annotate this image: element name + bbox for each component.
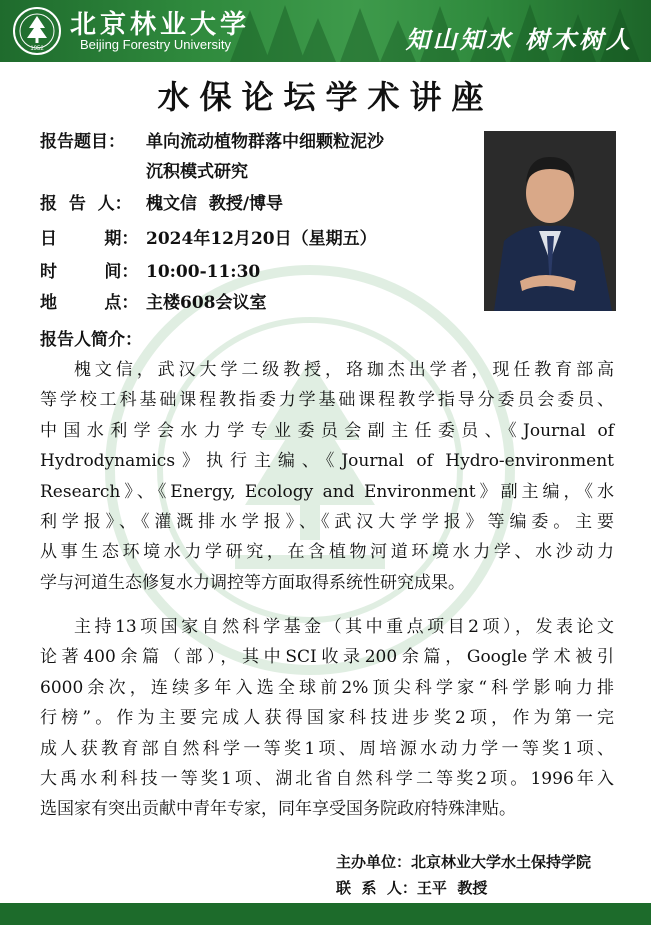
speaker-row — [40, 189, 283, 214]
bio-line: 成人获教育部自然科学一等奖1项、周培源水动力学一等奖1项、 — [40, 738, 614, 759]
bio-line: 中国水利学会水力学专业委员会副主任委员、《Journal of — [40, 420, 614, 441]
bio-line: 槐文信，武汉大学二级教授，珞珈杰出学者，现任教育部高 — [74, 360, 614, 380]
footer-bar — [0, 903, 651, 925]
place-row — [40, 288, 267, 313]
speaker-photo — [484, 131, 616, 311]
topic-value-line2: 沉积模式研究 — [146, 162, 248, 182]
time-row — [40, 257, 260, 282]
contact-label: 联 系 人： — [336, 879, 417, 897]
date-row — [40, 224, 377, 249]
header-banner — [0, 0, 651, 62]
bio-line: 学与河道生态修复水力调控等方面取得系统性研究成果。 — [40, 572, 465, 593]
bio-line: 选国家有突出贡献中青年专家，同年享受国务院政府特殊津贴。 — [40, 799, 516, 820]
university-motto: 知山知水 树木树人 — [405, 25, 633, 54]
topic-row — [40, 127, 384, 152]
bio-paragraph-2 — [40, 612, 614, 825]
time-value: 10:00-11:30 — [146, 262, 261, 282]
bio-paragraph-1 — [40, 355, 614, 598]
place-label: 地 点： — [40, 293, 139, 313]
contact-row — [336, 877, 487, 898]
bio-line: 利学报》、《灌溉排水学报》、《武汉大学学报》等编委。主要 — [40, 512, 614, 533]
bio-line: Research》、《Energy, Ecology and Environment》副主编，《水 — [40, 481, 614, 502]
contact-value: 王平 教授 — [416, 879, 488, 897]
date-label: 日 期： — [40, 229, 139, 249]
topic-label: 报告题目： — [40, 132, 125, 152]
university-name-cn: 北京林业大学 — [70, 10, 251, 40]
bio-line: 等学校工科基础课程教指委力学基础课程教学指导分委员会委员、 — [40, 390, 614, 411]
bio-line: 主持13项国家自然科学基金（其中重点项目2项），发表论文 — [74, 617, 614, 637]
university-logo-icon — [12, 6, 62, 56]
page-title: 水保论坛学术讲座 — [157, 78, 494, 116]
speaker-value: 槐文信 教授/博导 — [146, 194, 284, 214]
bio-line: 大禹水利科技一等奖1项、湖北省自然科学二等奖2项。1996年入 — [40, 769, 614, 790]
bio-heading: 报告人简介： — [40, 330, 142, 350]
bio-line: Hydrodynamics》执行主编、《Journal of Hydro-environment — [40, 451, 614, 472]
host-label: 主办单位： — [336, 853, 412, 871]
bio-line: 从事生态环境水力学研究，在含植物河道环境水力学、水沙动力 — [40, 542, 614, 563]
bio-line: 论著400余篇（部），其中SCI收录200余篇，Google学术被引 — [40, 647, 614, 668]
university-name-en: Beijing Forestry University — [80, 37, 231, 52]
bio-line: 6000余次，连续多年入选全球前2%顶尖科学家“科学影响力排 — [40, 677, 614, 698]
speaker-portrait-icon — [484, 131, 616, 311]
topic-value-line1: 单向流动植物群落中细颗粒泥沙 — [146, 132, 384, 152]
place-value: 主楼608会议室 — [146, 293, 267, 313]
logo-year: 1952 — [30, 46, 44, 52]
date-value: 2024年12月20日（星期五） — [146, 229, 377, 249]
host-row — [336, 851, 591, 872]
time-label: 时 间： — [40, 262, 139, 282]
topic-row-continued — [146, 157, 248, 182]
host-value: 北京林业大学水土保持学院 — [411, 853, 592, 871]
speaker-label: 报 告 人： — [40, 194, 132, 214]
bio-line: 行榜”。作为主要完成人获得国家科技进步奖2项，作为第一完 — [40, 708, 614, 729]
